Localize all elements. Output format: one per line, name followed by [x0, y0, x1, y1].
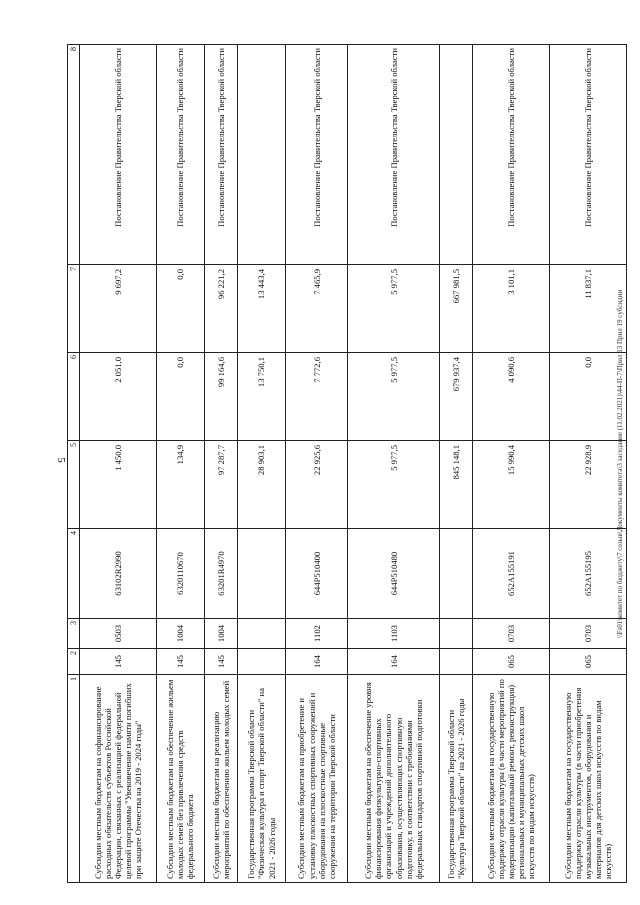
- table-row: [80, 45, 157, 883]
- row-section-code-cell: 1004: [156, 619, 204, 649]
- row-admin-code-cell: 065: [473, 649, 550, 675]
- row-target-code-cell: 63201R4970: [204, 529, 237, 619]
- row-section-code-cell: [439, 619, 472, 649]
- row-target-code-cell: 6320110670: [156, 529, 204, 619]
- row-value-cell: 134,9: [156, 441, 204, 529]
- row-value-cell: 5 977,5: [348, 353, 439, 441]
- subsidies-table: [67, 45, 627, 883]
- row-value-cell: 4 090,6: [473, 353, 550, 441]
- row-value-cell: 22 925,6: [285, 441, 347, 529]
- row-section-code-cell: 1004: [204, 619, 237, 649]
- row-document-cell: Постановление Правительства Тверской области: [204, 45, 237, 265]
- row-value-cell: 11 837,1: [550, 265, 627, 353]
- row-value-cell: 28 903,1: [238, 441, 286, 529]
- row-value-cell: 99 164,6: [204, 353, 237, 441]
- row-document-cell: [439, 45, 472, 265]
- row-value-cell: 0,0: [156, 265, 204, 353]
- row-name-cell: Субсидии местным бюджетам на обеспечение уровня финансирования физкультурно-спортивных организаций и учреждений дополнительного образования, осуществляющих спортивную подготовку, в соответствии с требованиями федеральных стандартов спортивной подготовки: [348, 675, 439, 883]
- row-admin-code-cell: [439, 649, 472, 675]
- row-value-cell: 667 981,5: [439, 265, 472, 353]
- row-value-cell: 5 977,5: [348, 441, 439, 529]
- row-document-cell: Постановление Правительства Тверской области: [285, 45, 347, 265]
- row-value-cell: 15 990,4: [473, 441, 550, 529]
- table-row: [156, 45, 204, 883]
- row-document-cell: Постановление Правительства Тверской области: [156, 45, 204, 265]
- header-col-8: 8: [68, 45, 80, 265]
- table-row: [238, 45, 286, 883]
- row-value-cell: 3 101,1: [473, 265, 550, 353]
- row-target-code-cell: 644P510480: [348, 529, 439, 619]
- row-document-cell: [238, 45, 286, 265]
- row-value-cell: 845 148,1: [439, 441, 472, 529]
- header-col-5: 5: [68, 441, 80, 529]
- header-col-2: 2: [68, 649, 80, 675]
- table-row: [348, 45, 439, 883]
- table-header-row: [68, 45, 80, 883]
- header-col-6: 6: [68, 353, 80, 441]
- table-row: [285, 45, 347, 883]
- row-value-cell: 13 750,1: [238, 353, 286, 441]
- row-value-cell: 1 450,0: [80, 441, 157, 529]
- row-value-cell: 7 465,9: [285, 265, 347, 353]
- table-row: [439, 45, 472, 883]
- table-row: [473, 45, 550, 883]
- row-target-code-cell: [439, 529, 472, 619]
- row-name-cell: Субсидии местным бюджетам на государственную поддержку отрасли культуры (в части приобретения музыкальных инструментов, оборудования и материалов для детских школ искусств по видам искусств): [550, 675, 627, 883]
- row-value-cell: 0,0: [156, 353, 204, 441]
- row-value-cell: 22 928,9: [550, 441, 627, 529]
- row-value-cell: 0,0: [550, 353, 627, 441]
- row-admin-code-cell: [238, 649, 286, 675]
- row-admin-code-cell: 145: [80, 649, 157, 675]
- row-target-code-cell: 644P510400: [285, 529, 347, 619]
- row-admin-code-cell: 065: [550, 649, 627, 675]
- page-number: 5: [54, 457, 67, 463]
- table-row: [204, 45, 237, 883]
- row-value-cell: 9 697,2: [80, 265, 157, 353]
- row-value-cell: 7 772,6: [285, 353, 347, 441]
- row-value-cell: 2 051,0: [80, 353, 157, 441]
- row-name-cell: Субсидии местным бюджетам на софинансирование расходных обязательств субъектов Российской Федерации, связанных с реализацией федеральной целевой программы "Увековечение памяти погибших при защите Отечества на 2019 - 2024 годы": [80, 675, 157, 883]
- row-name-cell: Субсидии местным бюджетам на реализацию мероприятий по обеспечению жильем молодых семей: [204, 675, 237, 883]
- row-section-code-cell: [238, 619, 286, 649]
- row-value-cell: 13 443,4: [238, 265, 286, 353]
- file-path-footer: \\Fs01\комитет по бюджету\7 созыв\Документы комитета\3 заседание (11.02.2021)\44-П-7\Прил 13 Прил 19 субсидии: [616, 289, 624, 639]
- row-document-cell: Постановление Правительства Тверской области: [473, 45, 550, 265]
- row-name-cell: Субсидии местным бюджетам на обеспечение жильем молодых семей без привлечения средств федерального бюджета: [156, 675, 204, 883]
- row-target-code-cell: 652A155195: [550, 529, 627, 619]
- header-col-1: 1: [68, 675, 80, 883]
- row-target-code-cell: 63102R2990: [80, 529, 157, 619]
- row-section-code-cell: 0703: [550, 619, 627, 649]
- header-col-7: 7: [68, 265, 80, 353]
- row-admin-code-cell: 164: [348, 649, 439, 675]
- row-section-code-cell: 1103: [348, 619, 439, 649]
- row-value-cell: 97 287,7: [204, 441, 237, 529]
- row-target-code-cell: 652A155191: [473, 529, 550, 619]
- row-admin-code-cell: 164: [285, 649, 347, 675]
- header-col-3: 3: [68, 619, 80, 649]
- row-admin-code-cell: 145: [156, 649, 204, 675]
- row-section-code-cell: 0503: [80, 619, 157, 649]
- row-document-cell: Постановление Правительства Тверской области: [550, 45, 627, 265]
- row-value-cell: 679 937,4: [439, 353, 472, 441]
- row-name-cell: Субсидии местным бюджетам на государственную поддержку отрасли культуры (в части мероприятий по модернизации (капитальный ремонт, реконструкция) региональных и муниципальных детских школ искусств по видам искусств): [473, 675, 550, 883]
- row-target-code-cell: [238, 529, 286, 619]
- row-value-cell: 5 977,5: [348, 265, 439, 353]
- row-document-cell: Постановление Правительства Тверской области: [348, 45, 439, 265]
- row-section-code-cell: 0703: [473, 619, 550, 649]
- row-name-cell: Государственная программа Тверской области "Культура Тверской области" на 2021 - 2026 годы: [439, 675, 472, 883]
- row-name-cell: Субсидии местным бюджетам на приобретение и установку плоскостных спортивных сооружений и оборудования на плоскостные спортивные сооружения на территории Тверской области: [285, 675, 347, 883]
- row-name-cell: Государственная программа Тверской области "Физическая культура и спорт Тверской области" на 2021 - 2026 годы: [238, 675, 286, 883]
- table-row: [550, 45, 627, 883]
- header-col-4: 4: [68, 529, 80, 619]
- row-section-code-cell: 1102: [285, 619, 347, 649]
- row-admin-code-cell: 145: [204, 649, 237, 675]
- row-value-cell: 96 221,2: [204, 265, 237, 353]
- row-document-cell: Постановление Правительства Тверской области: [80, 45, 157, 265]
